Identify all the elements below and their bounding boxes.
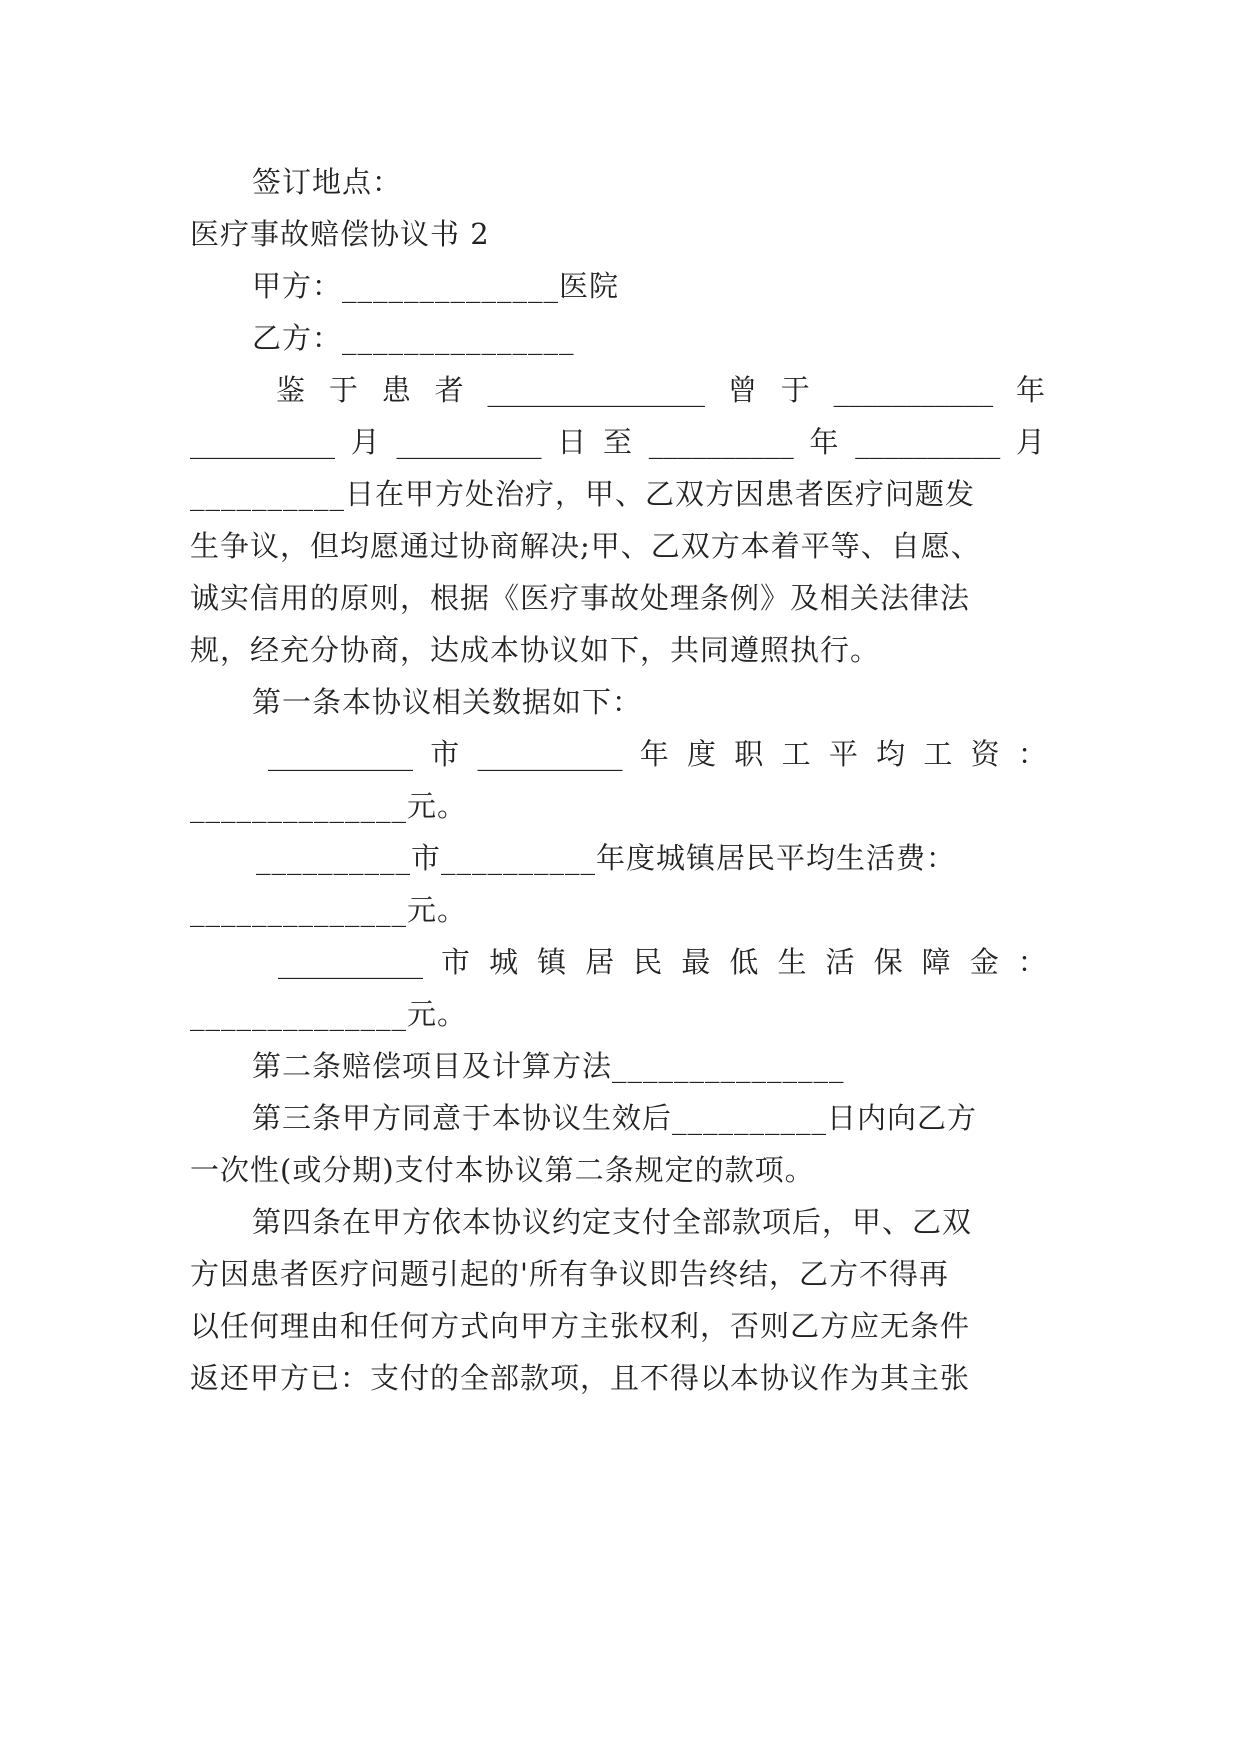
paragraph-whereas-line-6: 规，经充分协商，达成本协议如下，共同遵照执行。 (190, 633, 881, 667)
paragraph-whereas-line-2: __________ 月 __________ 日 至 __________ 年 __________ 月 (190, 425, 1046, 459)
article-4-line-3: 以任何理由和任何方式向甲方主张权利，否则乙方应无条件 (190, 1309, 971, 1343)
paragraph-whereas-line-5: 诚实信用的原则，根据《医疗事故处理条例》及相关法律法 (190, 581, 971, 615)
article-3-line-1: 第三条甲方同意于本协议生效后__________日内向乙方 (252, 1101, 978, 1135)
article-1-heading: 第一条本协议相关数据如下： (252, 685, 643, 719)
article-4-line-1: 第四条在甲方依本协议约定支付全部款项后，甲、乙双 (252, 1205, 973, 1239)
article-2: 第二条赔偿项目及计算方法_______________ (252, 1049, 845, 1083)
living-expense-line: __________市__________年度城镇居民平均生活费： (256, 841, 957, 875)
article-4-line-4: 返还甲方已：支付的全部款项，且不得以本协议作为其主张 (190, 1361, 971, 1395)
article-3-line-2: 一次性(或分期)支付本协议第二条规定的款项。 (190, 1153, 815, 1187)
paragraph-whereas-line-1: 鉴 于 患 者 _______________ 曾 于 ___________ 年 (276, 373, 1046, 407)
signing-place: 签订地点： (252, 165, 403, 199)
minimum-living-amount: ______________元。 (190, 997, 468, 1031)
agreement-title: 医疗事故赔偿协议书 2 (190, 217, 490, 251)
average-wage-amount: ______________元。 (190, 789, 468, 823)
paragraph-whereas-line-3: __________日在甲方处治疗，甲、乙双方因患者医疗问题发 (190, 477, 976, 511)
party-a: 甲方：______________医院 (252, 269, 620, 303)
living-expense-amount: ______________元。 (190, 893, 468, 927)
article-4-line-2: 方因患者医疗问题引起的'所有争议即告终结，乙方不得再 (190, 1257, 949, 1291)
party-b: 乙方：_______________ (252, 321, 575, 355)
average-wage-line: __________ 市 __________ 年 度 职 工 平 均 工 资 ： (268, 737, 1048, 771)
paragraph-whereas-line-4: 生争议，但均愿通过协商解决;甲、乙双方本着平等、自愿、 (190, 529, 981, 563)
minimum-living-line: __________ 市 城 镇 居 民 最 低 生 活 保 障 金 ： (278, 945, 1048, 979)
